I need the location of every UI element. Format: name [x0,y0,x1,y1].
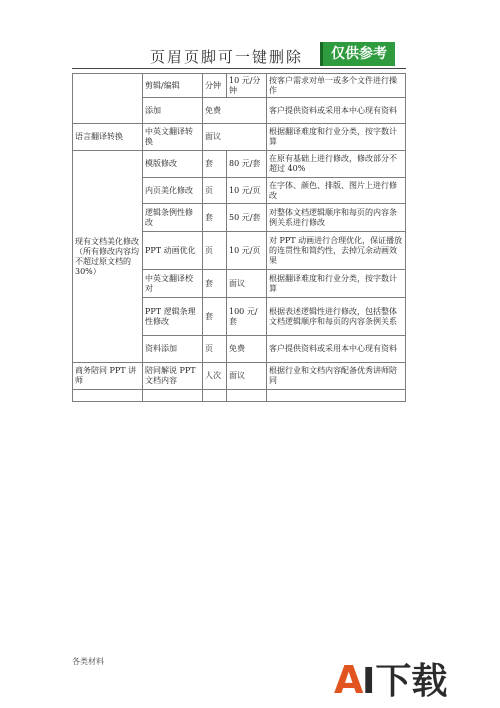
service-type-cell [73,74,143,124]
item-cell: PPT 逻辑条理性修改 [143,298,203,336]
empty-cell [267,390,406,402]
price-cell: 面议 [227,270,267,298]
empty-cell [73,390,143,402]
empty-cell [143,390,203,402]
price-cell: 80 元/套 [227,151,267,178]
page-header-title: 页眉页脚可一键删除 [150,48,304,66]
price-cell: 10 元/页 [227,232,267,270]
unit-cell: 免费 [203,98,267,124]
item-cell: 模版修改 [143,151,203,178]
price-cell: 免费 [227,336,267,363]
item-cell: 添加 [143,98,203,124]
price-cell: 100 元/套 [227,298,267,336]
unit-cell: 人次 [203,363,227,390]
item-cell: 资料添加 [143,336,203,363]
description-cell: 根据翻译难度和行业分类，按字数计算 [267,270,406,298]
item-cell: 内页美化修改 [143,178,203,204]
unit-cell: 页 [203,232,227,270]
item-cell: 中英文翻译转换 [143,124,203,151]
price-cell: 50 元/套 [227,204,267,232]
empty-cell [203,390,227,402]
table-row [73,74,406,98]
unit-cell: 套 [203,270,227,298]
item-cell: 陪同解说 PPT 文档内容 [143,363,203,390]
table-row [73,390,406,402]
footer-note: 各类材料 [72,657,104,666]
table-row [73,124,406,151]
description-cell: 对 PPT 动画进行合理优化，保证播放的连贯性和简约性，去掉冗余动画效果 [267,232,406,270]
item-cell: 逻辑条例性修改 [143,204,203,232]
logo-letter-a: A [334,658,364,699]
price-cell: 10 元/页 [227,178,267,204]
description-cell: 根据表述逻辑性进行修改，包括整体文档逻辑顺序和每页的内容条例关系 [267,298,406,336]
table-row [73,151,406,178]
logo-text: I下载 [362,661,448,699]
empty-cell [227,390,267,402]
description-cell: 根据行业和文档内容配备优秀讲师陪同 [267,363,406,390]
item-cell: PPT 动画优化 [143,232,203,270]
ai-download-logo [332,655,482,699]
item-cell: 中英文翻译校对 [143,270,203,298]
price-cell: 10 元/分钟 [227,74,267,98]
service-type-cell: 语言翻译转换 [73,124,143,151]
description-cell: 客户提供资料或采用本中心现有资料 [267,336,406,363]
service-price-table [72,73,406,402]
description-cell: 对整体文档逻辑顺序和每页的内容条例关系进行修改 [267,204,406,232]
service-type-cell: 现有文档美化修改（所有修改内容均不超过原文档的 30%） [73,151,143,363]
unit-cell: 分钟 [203,74,227,98]
unit-cell: 套 [203,298,227,336]
price-cell: 面议 [227,363,267,390]
description-cell: 按客户需求对单一或多个文件进行操作 [267,74,406,98]
header-divider [72,68,406,69]
description-cell: 客户提供资料或采用本中心现有资料 [267,98,406,124]
description-cell: 在原有基础上进行修改，修改部分不超过 40% [267,151,406,178]
unit-cell: 套 [203,151,227,178]
description-cell: 在字体、颜色、排版、图片上进行修改 [267,178,406,204]
unit-cell: 面议 [203,124,267,151]
service-type-cell: 商务陪同 PPT 讲师 [73,363,143,390]
unit-cell: 页 [203,178,227,204]
item-cell: 剪辑/编辑 [143,74,203,98]
description-cell: 根据翻译难度和行业分类，按字数计算 [267,124,406,151]
reference-only-badge: 仅供参考 [320,42,395,66]
table-row [73,363,406,390]
unit-cell: 页 [203,336,227,363]
unit-cell: 套 [203,204,227,232]
